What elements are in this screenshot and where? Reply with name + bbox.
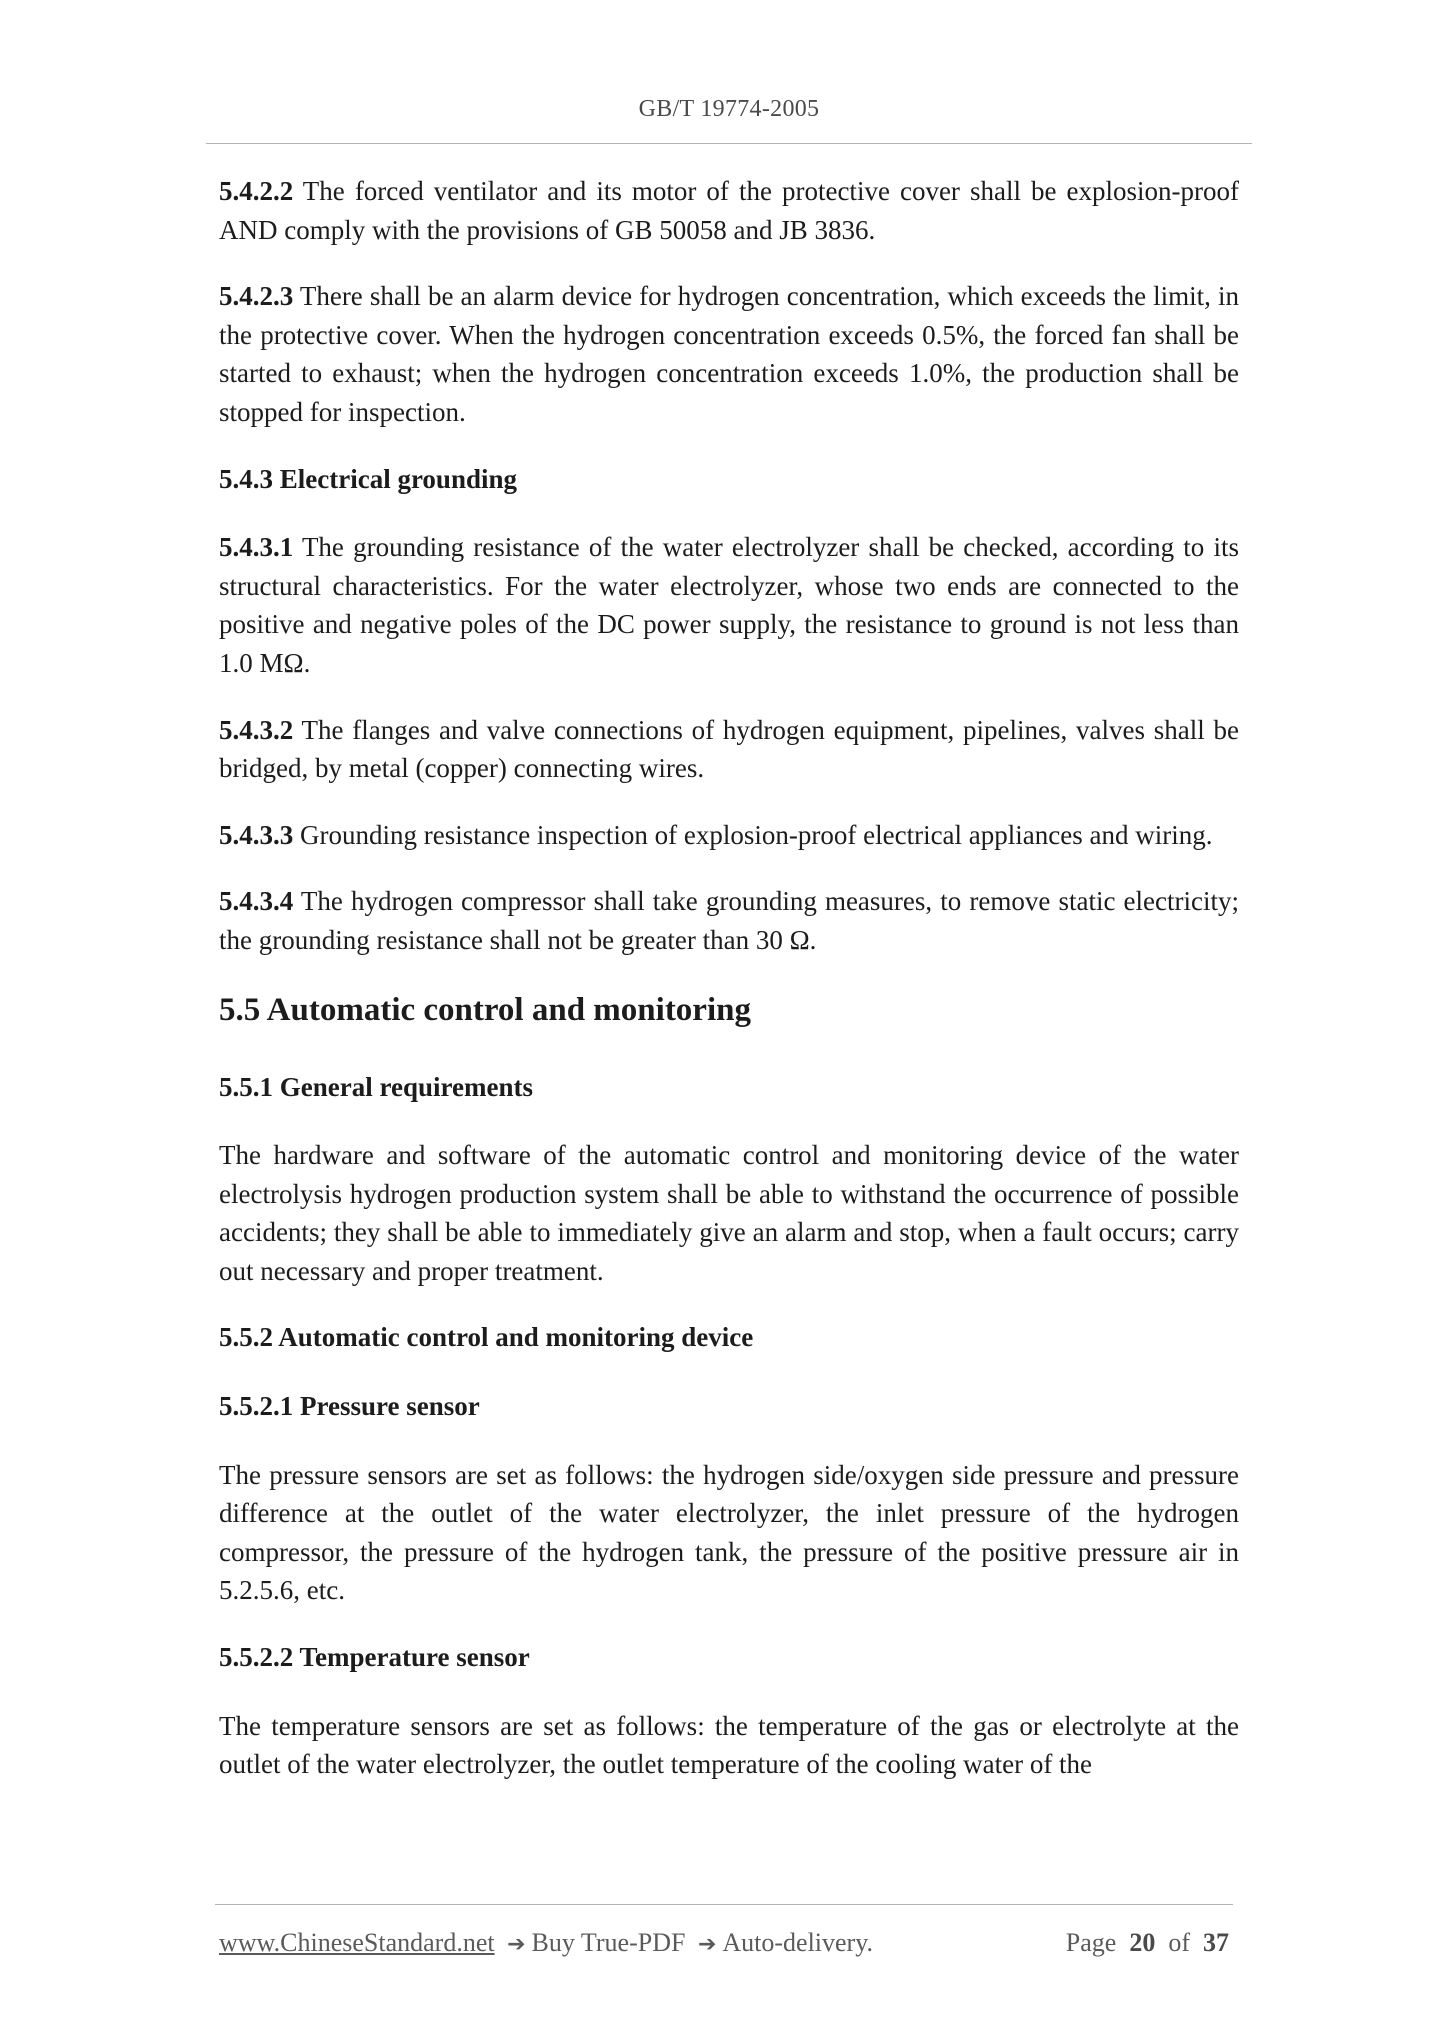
- clause-number: 5.4.3.4: [219, 886, 294, 917]
- clause-number: 5.4.2.3: [219, 281, 294, 312]
- clause-number: 5.4.3.1: [219, 532, 294, 563]
- page-footer: [219, 1928, 1229, 1962]
- heading-5-5-2-2: 5.5.2.2 Temperature sensor: [219, 1642, 530, 1673]
- clause-5-4-3-3: [219, 816, 1239, 855]
- page-indicator: [1066, 1928, 1229, 1958]
- clause-number: 5.4.3.3: [219, 819, 294, 850]
- heading-5-5-1: 5.5.1 General requirements: [219, 1071, 533, 1102]
- clause-text: The hydrogen compressor shall take grounding measures, to remove static electricity; the grounding resistance shall not be greater than 30 Ω.: [219, 886, 1239, 955]
- paragraph-pressure-sensors: The pressure sensors are set as follows: the hydrogen side/oxygen side pressure and pressure difference at the outlet of the water electrolyzer, the inlet pressure of the hydrogen compressor, the pressure of the hydrogen tank, the pressure of the positive pressure air in 5.2.5.6, etc.: [219, 1459, 1239, 1606]
- paragraph-general-requirements: The hardware and software of the automatic control and monitoring device of the water electrolysis hydrogen production system shall be able to withstand the occurrence of possible accidents; they shall be able to immediately give an alarm and stop, when a fault occurs; carry out necessary and proper treatment.: [219, 1140, 1239, 1286]
- current-page-number: 20: [1129, 1928, 1156, 1957]
- footer-divider: [215, 1904, 1233, 1905]
- header-divider: [206, 143, 1252, 144]
- clause-5-4-3-2: [219, 711, 1239, 788]
- paragraph-temperature-sensors: The temperature sensors are set as follows: the temperature of the gas or electrolyte at the outlet of the water electrolyzer, the outlet temperature of the cooling water of the: [219, 1710, 1239, 1780]
- arrow-right-icon: ➔: [697, 1932, 717, 1957]
- clause-text: The forced ventilator and its motor of the protective cover shall be explosion-proof AND comply with the provisions of GB 50058 and JB 3836.: [219, 176, 1239, 245]
- document-id-header: GB/T 19774-2005: [638, 96, 820, 122]
- clause-text: There shall be an alarm device for hydrogen concentration, which exceeds the limit, in the protective cover. When the hydrogen concentration exceeds 0.5%, the forced fan shall be started to exhaust; when the hydrogen concentration exceeds 1.0%, the production shall be stopped for inspection.: [219, 281, 1239, 427]
- heading-5-5-2: 5.5.2 Automatic control and monitoring device: [219, 1322, 754, 1353]
- clause-text: Grounding resistance inspection of explosion-proof electrical appliances and wiring.: [293, 819, 1213, 850]
- heading-5-5-2-1: 5.5.2.1 Pressure sensor: [219, 1391, 480, 1422]
- clause-number: 5.4.2.2: [219, 176, 294, 206]
- clause-number: 5.4.3.2: [219, 714, 294, 745]
- page-body: [219, 172, 1239, 1812]
- clause-5-4-2-3: [219, 277, 1239, 431]
- clause-5-4-3-1: [219, 528, 1239, 682]
- total-pages: 37: [1203, 1928, 1229, 1957]
- auto-delivery-text: Auto-delivery.: [722, 1928, 874, 1957]
- clause-text: The grounding resistance of the water electrolyzer shall be checked, according to its structural characteristics. For the water electrolyzer, whose two ends are connected to the positive and negative poles of the DC power supply, the resistance to ground is not less than 1.0 MΩ.: [219, 532, 1239, 678]
- page-label: Page: [1065, 1928, 1117, 1957]
- chinesestandard-link[interactable]: www.ChineseStandard.net: [219, 1928, 495, 1957]
- section-heading-5-5: 5.5 Automatic control and monitoring: [219, 991, 751, 1028]
- footer-promo: [219, 1928, 873, 1958]
- clause-text: The flanges and valve connections of hydrogen equipment, pipelines, valves shall be bridged, by metal (copper) connecting wires.: [219, 714, 1239, 784]
- buy-true-pdf-text: Buy True-PDF: [531, 1928, 686, 1957]
- heading-5-4-3: 5.4.3 Electrical grounding: [219, 463, 518, 494]
- of-label: of: [1168, 1928, 1190, 1957]
- clause-5-4-3-4: [219, 882, 1239, 959]
- arrow-right-icon: ➔: [507, 1932, 526, 1957]
- clause-5-4-2-2: [219, 172, 1239, 249]
